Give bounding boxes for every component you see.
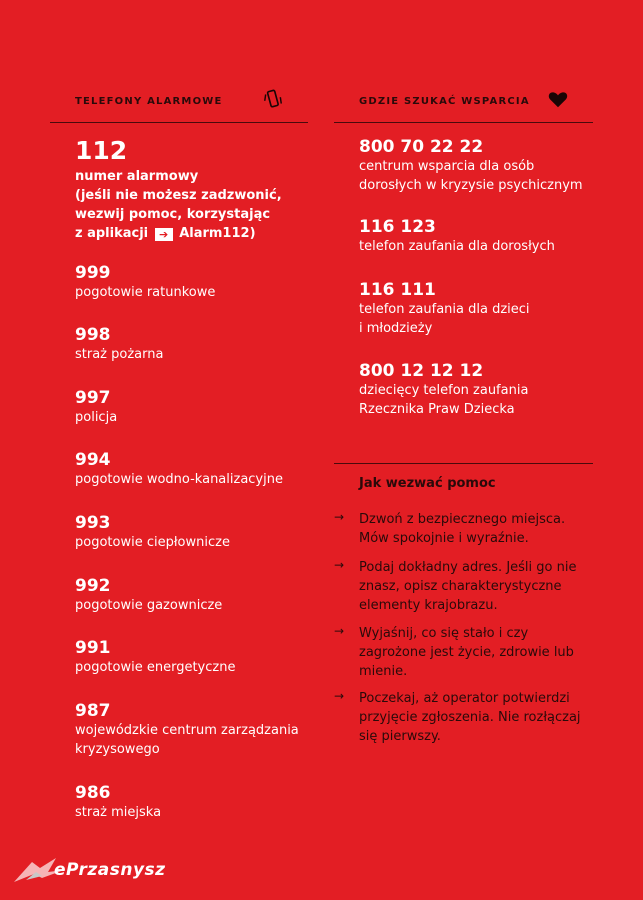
entry-description: wojewódzkie centrum zarządzania [75,723,299,738]
entry-number: 993 [75,513,111,533]
entry-number: 991 [75,638,111,658]
entry-description: telefon zaufania dla dorosłych [359,239,555,254]
support-entry [359,137,593,195]
emergency-entry [75,638,308,677]
arrow-bullet-icon: → [334,558,345,572]
entry-number: 800 12 12 12 [359,361,484,381]
vibrating-phone-icon [262,88,284,110]
help-item-text: Wyjaśnij, co się stało i czy zagrożone jest życie, zdrowie lub mienie. [359,626,574,679]
emergency-entry [75,513,308,552]
support-entry [359,280,593,338]
entry-number: 116 111 [359,280,436,300]
entry-description: pogotowie wodno-kanalizacyjne [75,472,283,487]
entry-description: numer alarmowy (jeśli nie możesz zadzwonić, wezwij pomoc, korzystając z aplikacji ➔ Alarm112) [75,169,282,241]
entry-number: 994 [75,450,111,470]
help-divider [334,463,593,464]
entry-description: pogotowie gazownicze [75,598,223,613]
main-emergency-entry [75,137,308,243]
entry-description: straż pożarna [75,347,164,362]
entry-description: straż miejska [75,805,162,820]
entry-number: 992 [75,576,111,596]
entry-description: policja [75,410,118,425]
emergency-entry [75,388,308,427]
arrow-right-icon: ➔ [155,228,173,241]
entry-description: dziecięcy telefon zaufania [359,383,529,398]
support-header [334,88,593,123]
help-title: Jak wezwać pomoc [359,476,496,491]
entry-number: 116 123 [359,217,436,237]
support-title: GDZIE SZUKAĆ WSPARCIA [359,96,530,107]
entry-number: 112 [75,136,128,165]
emergency-entry [75,701,308,759]
entry-number: 998 [75,325,111,345]
help-item-text: Podaj dokładny adres. Jeśli go nie znasz, opisz charakterystyczne elementy krajobrazu. [359,560,577,613]
watermark-logo [12,850,166,890]
entry-description: Rzecznika Praw Dziecka [359,402,515,417]
entry-description: telefon zaufania dla dzieci [359,302,530,317]
entry-number: 999 [75,263,111,283]
support-entry [359,361,593,419]
arrow-bullet-icon: → [334,510,345,524]
emergency-entry [75,783,308,822]
emergency-entry [75,325,308,364]
emergency-entry [75,450,308,489]
help-item-text: Dzwoń z bezpiecznego miejsca. Mów spokojnie i wyraźnie. [359,512,566,546]
arrow-bullet-icon: → [334,624,345,638]
emergency-entry [75,576,308,615]
entry-description: pogotowie energetyczne [75,660,236,675]
emergency-numbers-header [50,88,308,123]
entry-description: dorosłych w kryzysie psychicznym [359,178,583,193]
emergency-numbers-title: TELEFONY ALARMOWE [75,96,223,107]
entry-description: i młodzieży [359,321,433,336]
entry-description: kryzysowego [75,742,160,757]
entry-number: 987 [75,701,111,721]
heart-icon [547,88,569,110]
help-item-text: Poczekaj, aż operator potwierdzi przyjęcie zgłoszenia. Nie rozłączaj się pierwszy. [359,691,581,744]
entry-number: 997 [75,388,111,408]
emergency-entry [75,263,308,302]
entry-description: pogotowie ciepłownicze [75,535,230,550]
watermark-text: ePrzasnysz [54,860,166,880]
entry-number: 986 [75,783,111,803]
arrow-bullet-icon: → [334,689,345,703]
entry-description: centrum wsparcia dla osób [359,159,535,174]
entry-number: 800 70 22 22 [359,137,484,157]
support-entry [359,217,593,256]
entry-description: pogotowie ratunkowe [75,285,216,300]
